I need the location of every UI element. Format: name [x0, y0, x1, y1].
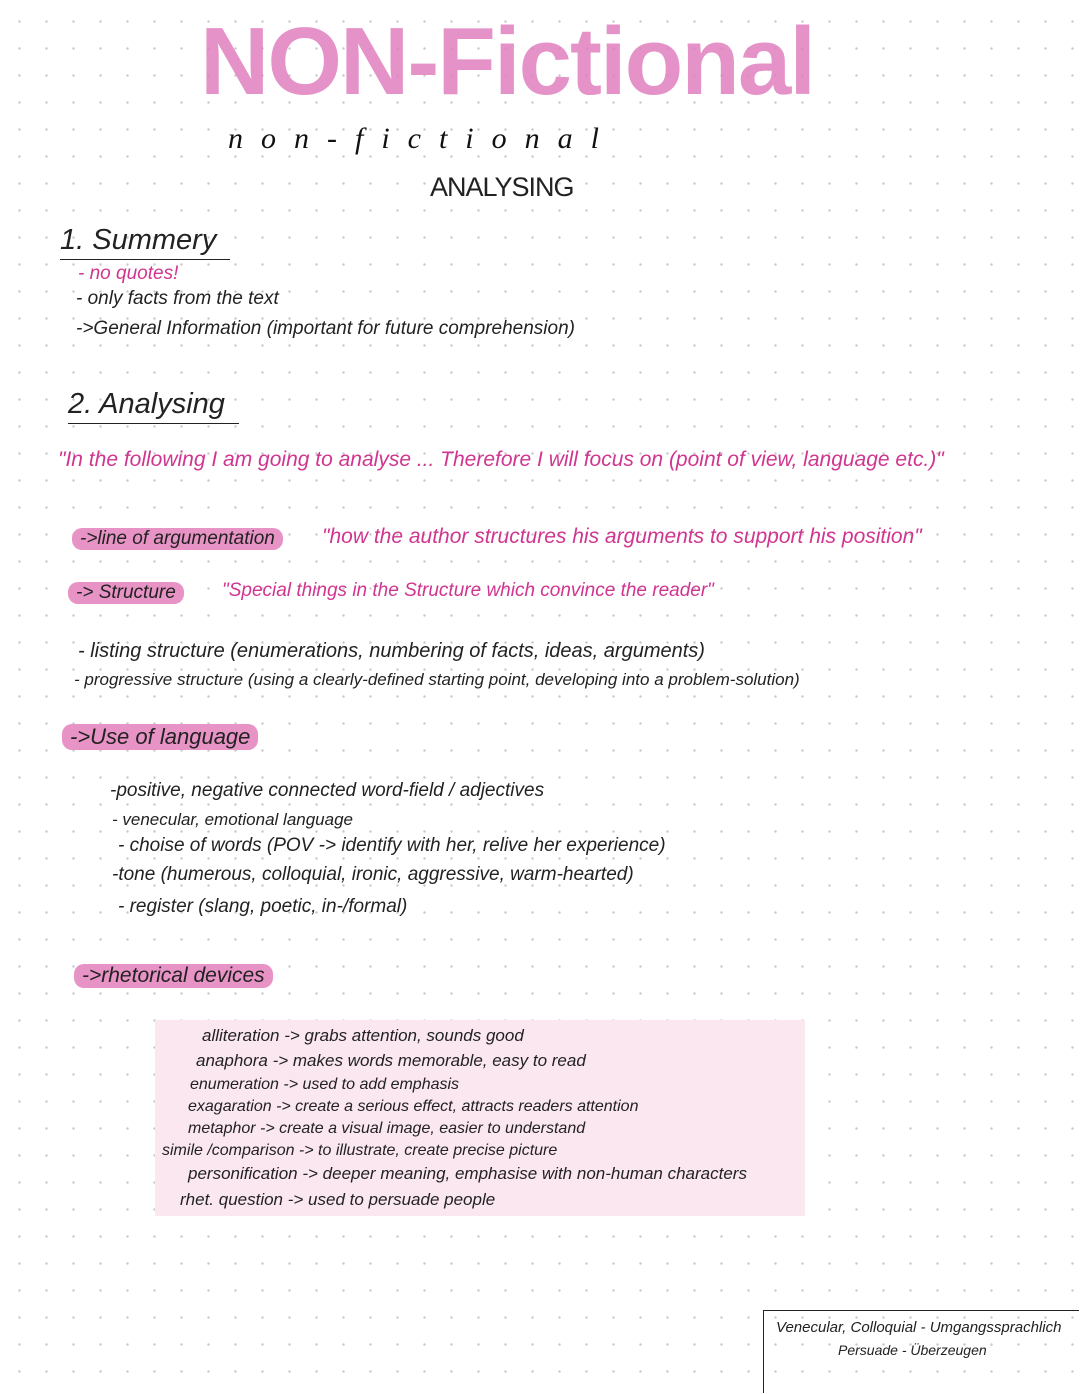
- device-item: alliteration -> grabs attention, sounds good: [202, 1026, 524, 1045]
- structure-item: - listing structure (enumerations, numbering of facts, ideas, arguments): [78, 640, 705, 662]
- device-item: anaphora -> makes words memorable, easy to read: [196, 1051, 586, 1070]
- rhetorical-devices-box: [155, 1020, 805, 1216]
- structure-label: -> Structure: [68, 582, 184, 604]
- language-label: ->Use of language: [62, 724, 258, 750]
- structure-quote: "Special things in the Structure which convince the reader": [222, 580, 714, 601]
- intro-quote: "In the following I am going to analyse ... Therefore I will focus on (point of view, language etc.)": [58, 448, 944, 471]
- language-item: - choise of words (POV -> identify with her, relive her experience): [118, 835, 666, 856]
- summary-item: - only facts from the text: [76, 288, 279, 309]
- subtitle: ANALYSING: [430, 172, 574, 202]
- device-item: metaphor -> create a visual image, easier to understand: [188, 1120, 586, 1137]
- vocab-note-line: Venecular, Colloquial - Umgangssprachlich: [776, 1319, 1062, 1336]
- device-item: personification -> deeper meaning, emphasise with non-human characters: [188, 1164, 747, 1183]
- device-item: rhet. question -> used to persuade people: [180, 1190, 496, 1209]
- title-lettering: NON-Fictional: [200, 8, 814, 115]
- device-item: exagaration -> create a serious effect, attracts readers attention: [188, 1098, 639, 1115]
- summary-item: ->General Information (important for future comprehension): [76, 318, 575, 339]
- vocab-note-line: Persuade - Überzeugen: [838, 1342, 987, 1358]
- language-item: - venecular, emotional language: [112, 810, 353, 829]
- rhetorical-label: ->rhetorical devices: [74, 964, 273, 988]
- structure-item: - progressive structure (using a clearly-defined starting point, developing into a problem-solution): [74, 670, 800, 689]
- summary-item: - no quotes!: [78, 263, 179, 284]
- language-item: - register (slang, poetic, in-/formal): [118, 896, 408, 917]
- device-item: enumeration -> used to add emphasis: [190, 1076, 460, 1093]
- analysing-heading: 2. Analysing: [68, 388, 239, 424]
- argumentation-label: ->line of argumentation: [72, 528, 283, 550]
- summary-heading: 1. Summery: [60, 224, 230, 260]
- language-item: -positive, negative connected word-field / adjectives: [110, 780, 545, 801]
- title-script: non-fictional: [228, 122, 617, 155]
- language-item: -tone (humerous, colloquial, ironic, aggressive, warm-hearted): [112, 864, 634, 885]
- argumentation-quote: "how the author structures his arguments to support his position": [322, 525, 922, 548]
- device-item: simile /comparison -> to illustrate, create precise picture: [162, 1142, 558, 1159]
